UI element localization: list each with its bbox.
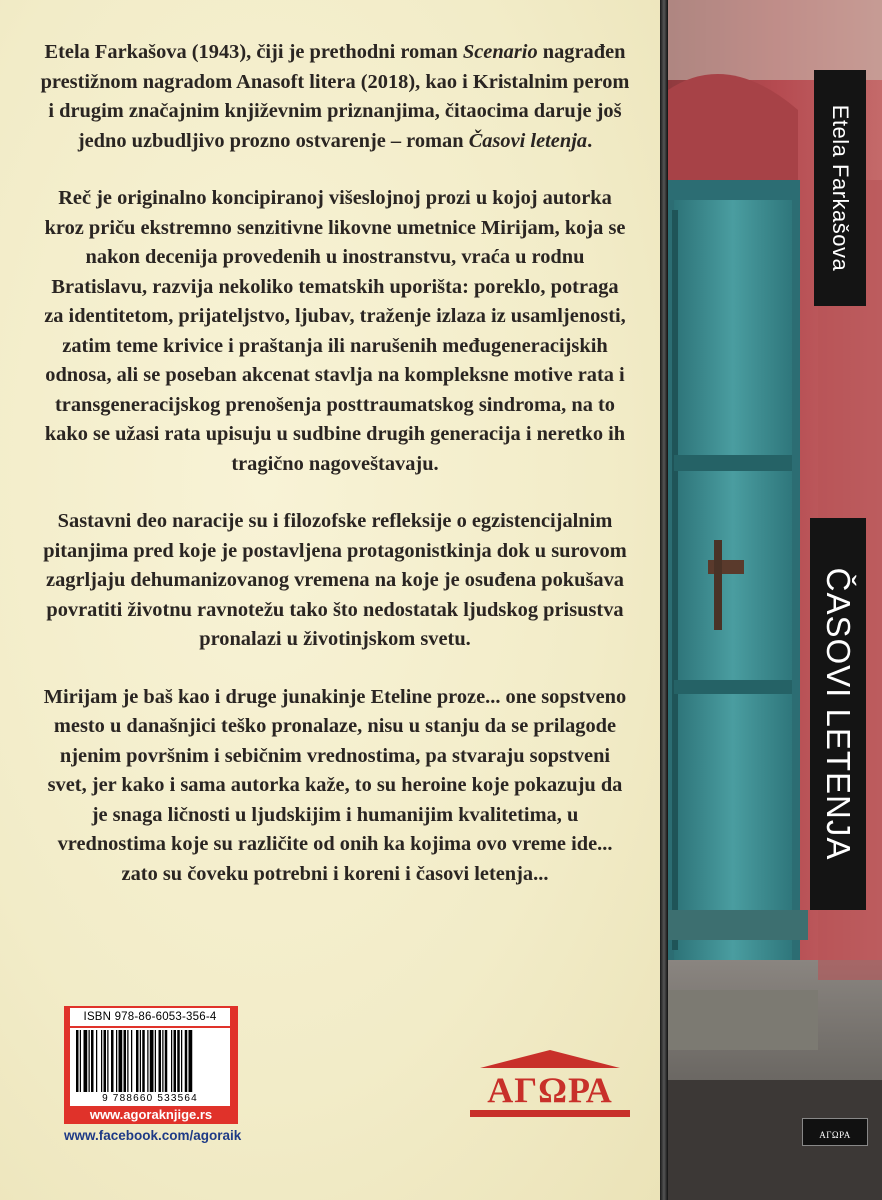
- spine: [668, 0, 882, 1200]
- barcode-block: [64, 1006, 238, 1124]
- spine-author-box: [814, 70, 866, 306]
- spine-title-box: [810, 518, 866, 910]
- blurb-paragraph: [40, 683, 630, 890]
- publisher-logo-text: ΑΓΩΡΑ: [487, 1070, 613, 1110]
- website-link[interactable]: www.agoraknjige.rs: [89, 1107, 213, 1122]
- isbn-label: ISBN 978-86-6053-356-4: [70, 1008, 230, 1026]
- blurb-italic-title: Časovi letenja: [468, 129, 588, 152]
- spine-publisher-logo-text: ΑΓΩΡΑ: [819, 1130, 851, 1140]
- blurb-run: Reč je originalno koncipiranoj višeslojnoj prozi u kojoj autorka kroz priču ekstremno senzitivne likovne umetnice Mirijam, koja se nakon decenija provedenih u inostranstvu, vraća u rodnu Bratislavu, razvija nekoliko tematskih uporišta: poreklo, potraga za identitetom, prijateljstvo, ljubav, traženje izlaza iz usamljenosti, zatim teme krivice i praštanja ili narušenih međugeneracijskih odnosa, ali se poseban akcenat stavlja na kompleksne motive rata i transgeneracijskog prenošenja posttraumatskog sindroma, na to kako se užasi rata upisuju u sudbine drugih generacija i neretko ih tragično nagoveštavaju.: [44, 187, 626, 475]
- blurb-run: .: [587, 129, 593, 152]
- blurb-run: Sastavni deo naracije su i filozofske refleksije o egzistencijalnim pitanjima pred koje je postavljena protagonistkinja dok u surovom zagrljaju dehumanizovanog vremena na koje je osuđena pokušava povratiti životnu ravnotežu tako što nedostatak ljudskog prisustva pronalazi u životinjskom svetu.: [43, 510, 627, 650]
- blurb-paragraph: [40, 184, 630, 479]
- spine-divider: [660, 0, 668, 1200]
- spine-publisher-logo: [802, 1118, 868, 1146]
- blurb-run: nagrađen prestižnom nagradom Anasoft litera (2018), kao i Kristalnim perom i drugim značajnim književnim priznanjima, čitaocima daruje još jedno uzbudljivo prozno ostvarenje – roman: [40, 41, 630, 152]
- blurb-text: [40, 38, 630, 917]
- publisher-logo: [466, 1050, 634, 1120]
- barcode-digits: 9 788660 533564: [70, 1094, 230, 1106]
- blurb-run: Mirijam je baš kao i druge junakinje Eteline proze... one sopstveno mesto u današnjici teško pronalaze, nisu u stanju da se prilagode njenim površnim i sebičnim vrednostima, pa stvaraju sopstveni svet, jer kako i sama autorka kaže, to su heroine koje pokazuju da je snaga ličnosti u ljudskijim i humanijim kvalitetima, u vrednostima koje su različite od onih ka kojima ovo vreme ide... zato su čoveku potrebni i koreni i časovi letenja...: [43, 685, 627, 885]
- spine-title: ČASOVI LETENJA: [820, 567, 857, 861]
- blurb-run: Etela Farkašova (1943), čiji je prethodni roman: [44, 41, 463, 63]
- blurb-italic-title: Scenario: [462, 41, 538, 63]
- facebook-link[interactable]: www.facebook.com/agoraik: [64, 1128, 242, 1143]
- blurb-paragraph: [40, 507, 630, 655]
- blurb-paragraph: [40, 38, 630, 156]
- barcode-icon: [70, 1028, 230, 1094]
- spine-author: Etela Farkašova: [828, 104, 853, 272]
